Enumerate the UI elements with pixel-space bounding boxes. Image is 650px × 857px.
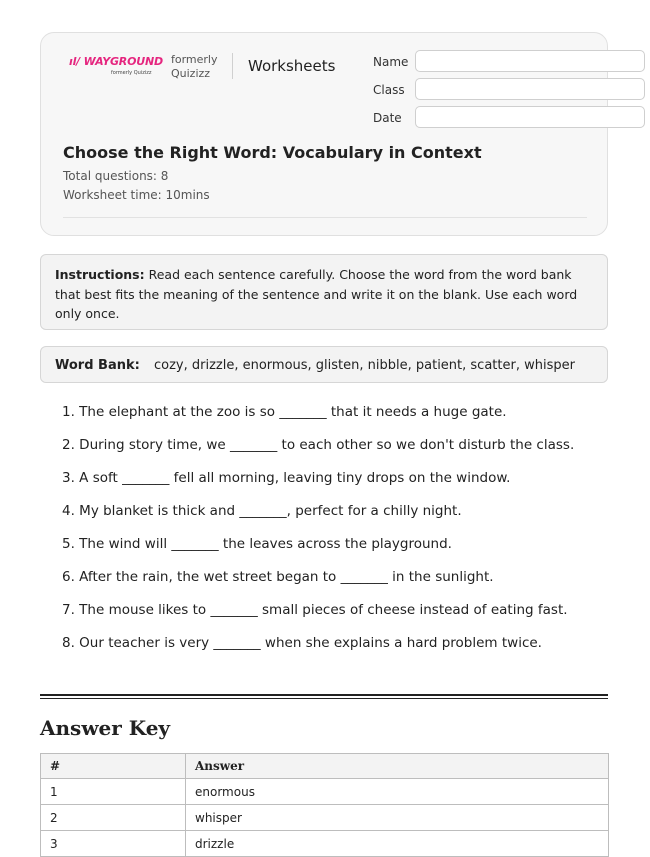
row-number: 1	[41, 779, 186, 805]
worksheet-time: Worksheet time: 10mins	[63, 188, 210, 202]
question-item: 3. A soft _______ fell all morning, leaving tiny drops on the window.	[62, 470, 511, 486]
answer-key-table	[40, 753, 609, 857]
answer-key-divider	[40, 694, 608, 699]
table-row	[41, 805, 609, 831]
date-label: Date	[373, 111, 402, 125]
instructions-box	[40, 254, 608, 330]
column-header-number: #	[41, 754, 186, 779]
wayground-logo	[69, 55, 163, 79]
answer-key-header-row	[41, 754, 609, 779]
table-row	[41, 779, 609, 805]
logo-wordmark: ıl/ WAYGROUND	[69, 55, 163, 68]
row-number: 2	[41, 805, 186, 831]
column-header-answer: Answer	[186, 754, 609, 779]
date-field[interactable]	[415, 106, 645, 128]
header-divider-line	[63, 217, 587, 218]
name-field[interactable]	[415, 50, 645, 72]
table-row	[41, 831, 609, 857]
row-number: 3	[41, 831, 186, 857]
logo-subtext: formerly Quizizz	[111, 70, 152, 76]
word-bank-words: cozy, drizzle, enormous, glisten, nibble, patient, scatter, whisper	[153, 358, 575, 373]
worksheet-title: Choose the Right Word: Vocabulary in Context	[63, 143, 482, 162]
question-list	[62, 402, 622, 666]
answer-key-title: Answer Key	[40, 716, 171, 740]
question-item: 1. The elephant at the zoo is so _______ that it needs a huge gate.	[62, 404, 507, 420]
question-item: 7. The mouse likes to _______ small pieces of cheese instead of eating fast.	[62, 602, 568, 618]
total-questions: Total questions: 8	[63, 169, 169, 183]
question-item: 4. My blanket is thick and _______, perfect for a chilly night.	[62, 503, 462, 519]
word-bank-box	[40, 346, 608, 383]
row-answer: enormous	[186, 779, 609, 805]
worksheets-label: Worksheets	[248, 57, 336, 75]
formerly-quizizz-text: formerly Quizizz	[171, 53, 218, 80]
word-bank-label: Word Bank:	[55, 358, 140, 373]
question-item: 6. After the rain, the wet street began to _______ in the sunlight.	[62, 569, 494, 585]
row-answer: drizzle	[186, 831, 609, 857]
class-field[interactable]	[415, 78, 645, 100]
question-item: 5. The wind will _______ the leaves across the playground.	[62, 536, 452, 552]
question-item: 2. During story time, we _______ to each other so we don't disturb the class.	[62, 437, 575, 453]
class-label: Class	[373, 83, 405, 97]
worksheet-header-card	[40, 32, 608, 236]
header-divider	[232, 53, 233, 79]
instructions-label: Instructions:	[55, 267, 145, 282]
row-answer: whisper	[186, 805, 609, 831]
instructions-text: Read each sentence carefully. Choose the word from the word bank that best fits the meaning of the sentence and write it on the blank. Use each word only once.	[55, 267, 578, 321]
logo-mark-icon: ıl/	[69, 55, 80, 68]
name-label: Name	[373, 55, 409, 69]
question-item: 8. Our teacher is very _______ when she explains a hard problem twice.	[62, 635, 542, 651]
